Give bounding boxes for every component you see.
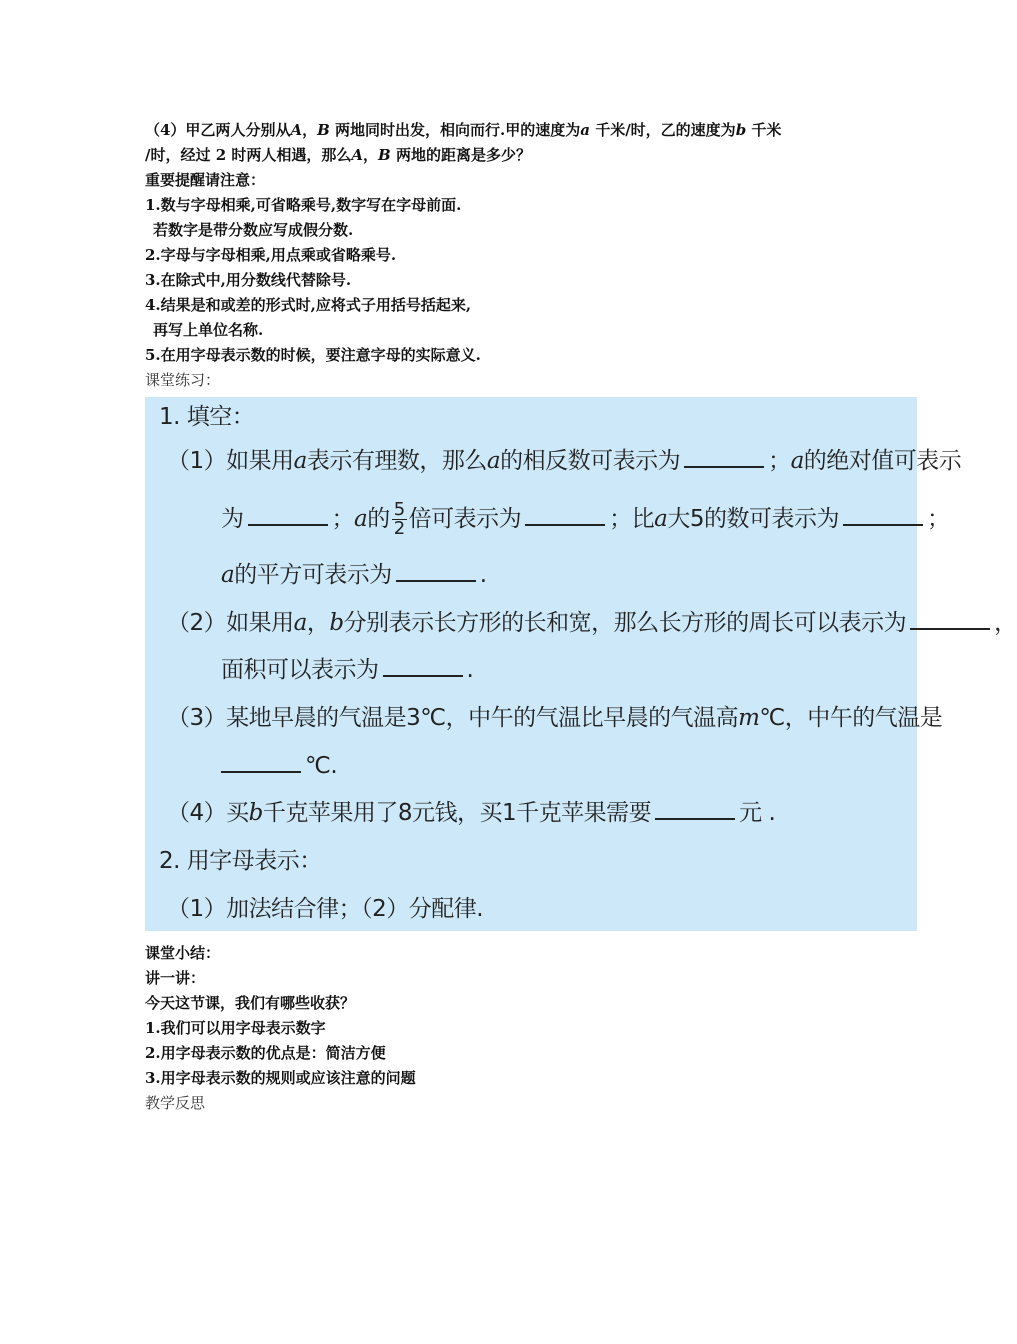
q1-2-line-1 xyxy=(167,607,1017,639)
q1-1-line-2 xyxy=(221,501,950,538)
var-b: b xyxy=(735,121,747,139)
teaching-reflection: 教学反思 xyxy=(145,1094,206,1112)
text: 表示有理数，那么 xyxy=(306,448,487,474)
q2-title: 2. 用字母表示： xyxy=(159,848,322,874)
var-B: B xyxy=(378,146,391,164)
notes-title: 重要提醒请注意： xyxy=(145,171,266,189)
answer-blank xyxy=(221,751,301,773)
text: 面积可以表示为 xyxy=(221,657,379,683)
text: 千米 xyxy=(746,121,782,139)
text: 的相反数可表示为 xyxy=(500,448,681,474)
q1-title: 1. 填空： xyxy=(159,404,255,430)
q1-3-line-1 xyxy=(167,702,942,734)
q2-items: （1）加法结合律；（2）分配律. xyxy=(167,896,484,922)
var-B: B xyxy=(317,121,330,139)
text: 两地同时出发，相向而行.甲的速度为 xyxy=(329,121,581,139)
fraction-denominator: 2 xyxy=(393,518,405,539)
text: 的绝对值可表示 xyxy=(803,448,962,474)
text: ℃，中午的气温是 xyxy=(759,705,943,731)
q1-1-line-3 xyxy=(221,559,487,591)
document-body xyxy=(145,118,1017,1116)
exercise-image xyxy=(145,397,1017,931)
note-item: 2.字母与字母相乘,用点乘或省略乘号. xyxy=(145,246,397,264)
note-item: 3.在除式中,用分数线代替除号. xyxy=(145,271,352,289)
var-a: a xyxy=(486,448,501,474)
text: 分别表示长方形的长和宽，那么长方形的周长可以表示为 xyxy=(343,610,907,636)
var-a: a xyxy=(654,506,668,532)
problem-4-line-1 xyxy=(145,118,917,143)
var-b: b xyxy=(329,610,344,636)
practice-label: 课堂练习： xyxy=(145,371,221,389)
note-item: 5.在用字母表示数的时候，要注意字母的实际意义. xyxy=(145,346,481,364)
text: 千克苹果用了8元钱，买1千克苹果需要 xyxy=(262,800,652,826)
q1-3-line-2 xyxy=(221,750,337,782)
text: 两地的距离是多少？ xyxy=(390,146,531,164)
text: . xyxy=(466,657,474,683)
problem-4-line-2 xyxy=(145,143,917,168)
fraction xyxy=(392,501,407,538)
var-b: b xyxy=(248,800,263,826)
text: ；比 xyxy=(609,506,655,532)
answer-blank xyxy=(525,504,605,526)
text: /时，经过 2 时两人相遇，那么 xyxy=(145,146,352,164)
text: （4）买 xyxy=(167,800,249,826)
var-A: A xyxy=(290,121,303,139)
answer-blank xyxy=(843,504,923,526)
var-a: a xyxy=(293,448,307,474)
q1-1-line-1 xyxy=(167,445,961,477)
text: 为 xyxy=(221,506,244,532)
note-item: 4.结果是和或差的形式时,应将式子用括号括起来, xyxy=(145,296,472,314)
text: （3）某地早晨的气温是3℃，中午的气温比早晨的气温高 xyxy=(167,705,739,731)
text: ； xyxy=(331,506,354,532)
answer-blank xyxy=(383,655,463,677)
var-A: A xyxy=(351,146,364,164)
var-a: a xyxy=(790,448,804,474)
q1-2-line-2 xyxy=(221,654,473,686)
text: ℃. xyxy=(305,753,338,779)
text: 大5的数可表示为 xyxy=(667,506,840,532)
text: （4）甲乙两人分别从 xyxy=(145,121,291,139)
text: ， xyxy=(363,146,379,164)
note-item: 1.数与字母相乘,可省略乘号,数字写在字母前面. xyxy=(145,196,462,214)
answer-blank xyxy=(396,560,476,582)
text: （2）如果用 xyxy=(167,610,294,636)
text: . xyxy=(479,562,487,588)
text: ； xyxy=(768,448,791,474)
text: ， xyxy=(306,610,330,636)
text: ； xyxy=(927,506,950,532)
answer-blank xyxy=(910,608,990,630)
text: ， xyxy=(994,610,1017,636)
var-m: m xyxy=(738,705,760,731)
answer-blank xyxy=(248,504,328,526)
q1-4-line xyxy=(167,797,775,829)
summary-title: 课堂小结： xyxy=(145,944,221,962)
text: 元 . xyxy=(739,800,776,826)
answer-blank xyxy=(684,446,764,468)
summary-item: 1.我们可以用字母表示数字 xyxy=(145,1019,326,1037)
summary-item: 2.用字母表示数的优点是：简洁方便 xyxy=(145,1044,386,1062)
text: 的平方可表示为 xyxy=(234,562,392,588)
var-a: a xyxy=(354,506,368,532)
var-a: a xyxy=(580,121,590,139)
var-a: a xyxy=(293,610,307,636)
note-item: 再写上单位名称. xyxy=(153,321,264,339)
text: ， xyxy=(302,121,318,139)
note-item: 若数字是带分数应写成假分数. xyxy=(153,221,354,239)
summary-question: 今天这节课，我们有哪些收获？ xyxy=(145,994,356,1012)
summary-item: 3.用字母表示数的规则或应该注意的问题 xyxy=(145,1069,416,1087)
var-a: a xyxy=(221,562,235,588)
text: 千米/时，乙的速度为 xyxy=(589,121,736,139)
fraction-numerator: 5 xyxy=(393,499,405,520)
text: 的 xyxy=(367,506,390,532)
text: （1）如果用 xyxy=(167,448,294,474)
summary-talk: 讲一讲： xyxy=(145,969,206,987)
answer-blank xyxy=(655,798,735,820)
text: 倍可表示为 xyxy=(408,506,522,532)
